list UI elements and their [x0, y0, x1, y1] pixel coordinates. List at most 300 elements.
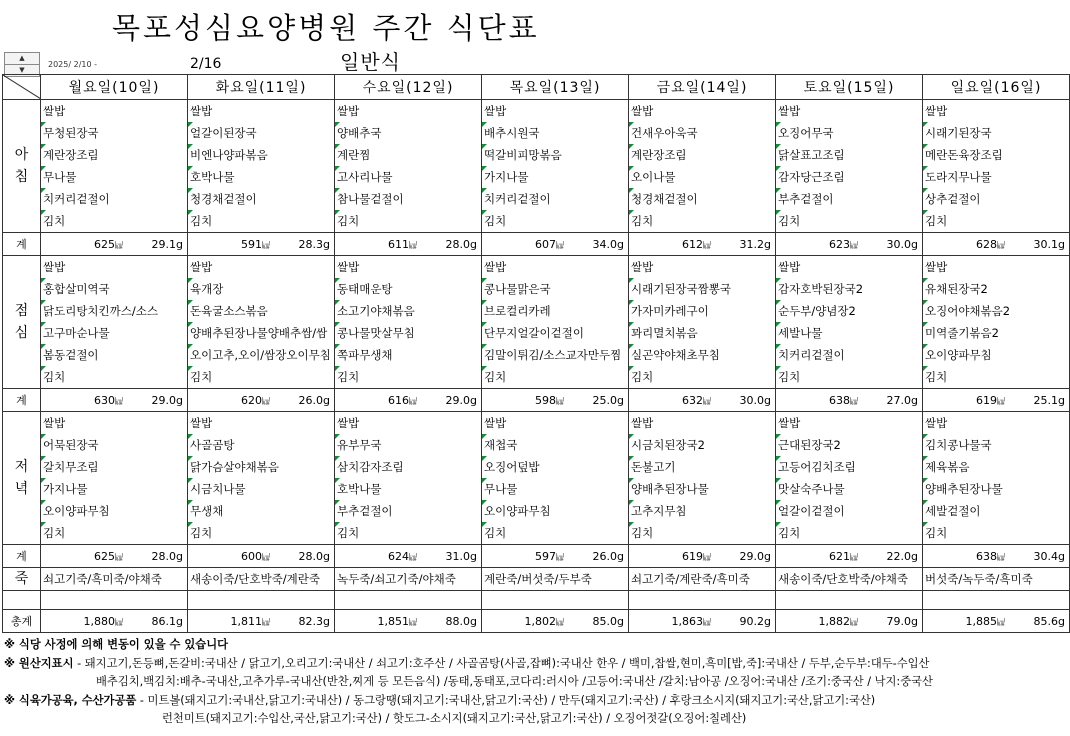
- spacer-cell: [335, 591, 482, 610]
- menu-item: 쌀밥: [778, 416, 801, 430]
- spacer-cell: [3, 591, 41, 610]
- dinner-sum-row: [3, 545, 1070, 568]
- dinner-sum-cell: [335, 545, 482, 568]
- total-label: 총계: [3, 610, 41, 633]
- kcal-unit: ㎉: [409, 552, 417, 562]
- menu-item: 브로컬리카레: [482, 300, 628, 322]
- menu-item: 얼갈이된장국: [188, 122, 334, 144]
- menu-item: 쌀밥: [631, 416, 654, 430]
- menu-item: 김치: [335, 210, 481, 232]
- porridge-label: 죽: [3, 568, 41, 591]
- kcal-unit: ㎉: [115, 396, 123, 406]
- porridge-row: [3, 568, 1070, 591]
- menu-item: 계란장조림: [629, 144, 775, 166]
- spacer-cell: [776, 591, 923, 610]
- menu-item: 쌀밥: [190, 416, 213, 430]
- menu-item: 김치: [482, 210, 628, 232]
- breakfast-cell: [776, 100, 923, 233]
- porridge-cell: 버섯죽/녹두죽/흑미죽: [923, 568, 1070, 591]
- date-end-text: 2/16: [190, 56, 222, 72]
- kcal-unit: ㎉: [556, 552, 564, 562]
- kcal-unit: ㎉: [262, 552, 270, 562]
- kcal-unit: ㎉: [409, 396, 417, 406]
- notes-section: [4, 636, 933, 729]
- protein-value: 25.1g: [1033, 393, 1065, 407]
- kcal-value: 611㎉: [388, 237, 417, 251]
- menu-item: 유채된장국2: [923, 278, 1069, 300]
- protein-value: 28.0g: [445, 237, 477, 251]
- menu-item: 김치: [776, 366, 922, 388]
- spacer-row: [3, 591, 1070, 610]
- lunch-sum-cell: [482, 389, 629, 412]
- kcal-unit: ㎉: [262, 617, 270, 627]
- porridge-cell: 녹두죽/쇠고기죽/야채죽: [335, 568, 482, 591]
- breakfast-cell: [482, 100, 629, 233]
- total-cell: [629, 610, 776, 633]
- dinner-cell: [41, 412, 188, 545]
- menu-item: 시금치나물: [188, 478, 334, 500]
- menu-item: 봄동겉절이: [41, 344, 187, 366]
- menu-item: 김치: [923, 210, 1069, 232]
- lunch-row: [3, 256, 1070, 389]
- menu-item: 비엔나양파볶음: [188, 144, 334, 166]
- lunch-cell: [188, 256, 335, 389]
- menu-item: 계란찜: [335, 144, 481, 166]
- page-title: 목포성심요양병원 주간 식단표: [112, 11, 540, 45]
- menu-item: 김치: [629, 522, 775, 544]
- breakfast-sum-cell: [188, 233, 335, 256]
- day-header: 금요일(14일): [629, 75, 776, 100]
- menu-item: 쌀밥: [337, 416, 360, 430]
- menu-item: 건새우아욱국: [629, 122, 775, 144]
- menu-item: 오이양파무침: [41, 500, 187, 522]
- lunch-sum-label: 계: [3, 389, 41, 412]
- day-header: 월요일(10일): [41, 75, 188, 100]
- breakfast-sum-row: [3, 233, 1070, 256]
- lunch-cell: [41, 256, 188, 389]
- menu-item: 양배추된장나물양배추쌈/쌈: [188, 322, 334, 344]
- menu-item: 쌀밥: [484, 104, 507, 118]
- porridge-cell: 새송이죽/단호박죽/야채죽: [776, 568, 923, 591]
- protein-value: 29.0g: [445, 393, 477, 407]
- kcal-value: 600㎉: [241, 549, 270, 563]
- menu-item: 호박나물: [335, 478, 481, 500]
- menu-item: 쌀밥: [631, 104, 654, 118]
- menu-item: 쌀밥: [631, 260, 654, 274]
- lunch-sum-cell: [629, 389, 776, 412]
- protein-value: 27.0g: [886, 393, 918, 407]
- total-cell: [482, 610, 629, 633]
- menu-item: 재첩국: [482, 434, 628, 456]
- protein-value: 85.0g: [592, 614, 624, 628]
- protein-value: 26.0g: [298, 393, 330, 407]
- total-cell: [335, 610, 482, 633]
- breakfast-cell: [188, 100, 335, 233]
- kcal-value: 619㎉: [976, 393, 1005, 407]
- menu-item: 상추겉절이: [923, 188, 1069, 210]
- kcal-value: 638㎉: [829, 393, 858, 407]
- protein-value: 30.4g: [1033, 549, 1065, 563]
- kcal-value: 621㎉: [829, 549, 858, 563]
- dinner-cell: [482, 412, 629, 545]
- day-header: 토요일(15일): [776, 75, 923, 100]
- menu-item: 무나물: [41, 166, 187, 188]
- protein-value: 79.0g: [886, 614, 918, 628]
- menu-item: 김치: [923, 366, 1069, 388]
- menu-item: 도라지무나물: [923, 166, 1069, 188]
- menu-item: 고등어김치조림: [776, 456, 922, 478]
- menu-item: 쌀밥: [925, 260, 948, 274]
- dinner-cell: [188, 412, 335, 545]
- day-header-row: [3, 75, 1070, 100]
- kcal-value: 612㎉: [682, 237, 711, 251]
- menu-item: 쪽파무생채: [335, 344, 481, 366]
- kcal-unit: ㎉: [703, 240, 711, 250]
- menu-item: 가지나물: [482, 166, 628, 188]
- menu-item: 부추겉절이: [776, 188, 922, 210]
- kcal-value: 623㎉: [829, 237, 858, 251]
- lunch-sum-cell: [335, 389, 482, 412]
- kcal-unit: ㎉: [262, 240, 270, 250]
- menu-item: 김치: [629, 366, 775, 388]
- menu-item: 닭도리탕치킨까스/소스: [41, 300, 187, 322]
- kcal-unit: ㎉: [850, 617, 858, 627]
- kcal-value: 625㎉: [94, 549, 123, 563]
- spin-down-button[interactable]: ▼: [4, 64, 40, 77]
- menu-item: 세발나물: [776, 322, 922, 344]
- kcal-value: 607㎉: [535, 237, 564, 251]
- lunch-cell: [629, 256, 776, 389]
- day-header: 수요일(12일): [335, 75, 482, 100]
- kcal-unit: ㎉: [115, 552, 123, 562]
- dinner-sum-cell: [629, 545, 776, 568]
- menu-item: 가자미카레구이: [629, 300, 775, 322]
- menu-item: 쌀밥: [337, 260, 360, 274]
- total-cell: [923, 610, 1070, 633]
- lunch-sum-row: [3, 389, 1070, 412]
- menu-item: 동태매운탕: [335, 278, 481, 300]
- lunch-sum-cell: [923, 389, 1070, 412]
- breakfast-cell: [923, 100, 1070, 233]
- origin-label: ※ 원산지표시: [4, 656, 74, 670]
- kcal-value: 619㎉: [682, 549, 711, 563]
- breakfast-sum-label: 계: [3, 233, 41, 256]
- menu-item: 미역줄기볶음2: [923, 322, 1069, 344]
- day-header: 일요일(16일): [923, 75, 1070, 100]
- menu-item: 콩나물맑은국: [482, 278, 628, 300]
- kcal-value: 630㎉: [94, 393, 123, 407]
- protein-value: 26.0g: [592, 549, 624, 563]
- menu-item: 청경채겉절이: [188, 188, 334, 210]
- kcal-value: 616㎉: [388, 393, 417, 407]
- protein-value: 86.1g: [151, 614, 183, 628]
- menu-item: 육개장: [188, 278, 334, 300]
- menu-item: 소고기야채볶음: [335, 300, 481, 322]
- menu-item: 양배추된장나물: [923, 478, 1069, 500]
- menu-item: 떡갈비피망볶음: [482, 144, 628, 166]
- date-range-field[interactable]: 2025/ 2/10 -: [48, 60, 97, 69]
- notice-text: ※ 식당 사정에 의해 변동이 있을 수 있습니다: [4, 638, 229, 651]
- menu-item: 참나물겉절이: [335, 188, 481, 210]
- breakfast-cell: [335, 100, 482, 233]
- menu-item: 쌀밥: [43, 104, 66, 118]
- menu-item: 쌀밥: [778, 104, 801, 118]
- spacer-cell: [188, 591, 335, 610]
- menu-item: 양배추된장나물: [629, 478, 775, 500]
- protein-value: 34.0g: [592, 237, 624, 251]
- menu-item: 고사리나물: [335, 166, 481, 188]
- kcal-value: 638㎉: [976, 549, 1005, 563]
- kcal-value: 1,885㎉: [965, 614, 1005, 628]
- menu-item: 김치콩나물국: [923, 434, 1069, 456]
- kcal-unit: ㎉: [850, 552, 858, 562]
- porridge-cell: 쇠고기죽/계란죽/흑미죽: [629, 568, 776, 591]
- spacer-cell: [629, 591, 776, 610]
- kcal-value: 591㎉: [241, 237, 270, 251]
- protein-value: 30.0g: [886, 237, 918, 251]
- menu-item: 쌀밥: [337, 104, 360, 118]
- menu-item: 계란장조림: [41, 144, 187, 166]
- breakfast-cell: [629, 100, 776, 233]
- kcal-value: 624㎉: [388, 549, 417, 563]
- protein-value: 90.2g: [739, 614, 771, 628]
- menu-item: 삼치감자조림: [335, 456, 481, 478]
- total-row: [3, 610, 1070, 633]
- menu-item: 시래기된장국: [923, 122, 1069, 144]
- processed-text-1: - 미트볼(돼지고기:국내산,닭고기:국내산) / 동그랑땡(돼지고기:국내산,닭고기:국산) / 만두(돼지고기:국산) / 후랑크소시지(돼지고기:국산,닭고기:국산): [136, 693, 876, 707]
- menu-item: 메란돈육장조림: [923, 144, 1069, 166]
- total-cell: [188, 610, 335, 633]
- menu-item: 고구마순나물: [41, 322, 187, 344]
- menu-item: 쌀밥: [484, 260, 507, 274]
- kcal-value: 597㎉: [535, 549, 564, 563]
- kcal-unit: ㎉: [703, 552, 711, 562]
- menu-item: 쌀밥: [43, 260, 66, 274]
- menu-item: 시래기된장국짬뽕국: [629, 278, 775, 300]
- menu-item: 닭살표고조림: [776, 144, 922, 166]
- kcal-unit: ㎉: [850, 240, 858, 250]
- protein-value: 85.6g: [1033, 614, 1065, 628]
- kcal-value: 1,863㎉: [671, 614, 711, 628]
- menu-item: 쌀밥: [190, 260, 213, 274]
- protein-value: 28.0g: [151, 549, 183, 563]
- menu-item: 쌀밥: [925, 104, 948, 118]
- dinner-cell: [629, 412, 776, 545]
- menu-item: 실곤약야채초무침: [629, 344, 775, 366]
- kcal-unit: ㎉: [997, 617, 1005, 627]
- menu-item: 김치: [41, 522, 187, 544]
- kcal-unit: ㎉: [556, 240, 564, 250]
- kcal-value: 1,880㎉: [83, 614, 123, 628]
- dinner-sum-label: 계: [3, 545, 41, 568]
- dinner-row: [3, 412, 1070, 545]
- menu-item: 쌀밥: [43, 416, 66, 430]
- kcal-unit: ㎉: [115, 617, 123, 627]
- porridge-cell: 쇠고기죽/흑미죽/야채죽: [41, 568, 188, 591]
- menu-item: 무생채: [188, 500, 334, 522]
- menu-item: 사골곰탕: [188, 434, 334, 456]
- total-cell: [776, 610, 923, 633]
- breakfast-row: [3, 100, 1070, 233]
- total-cell: [41, 610, 188, 633]
- protein-value: 31.2g: [739, 237, 771, 251]
- menu-item: 치커리겉절이: [776, 344, 922, 366]
- dinner-label: 저 녁: [3, 412, 41, 545]
- kcal-value: 1,882㎉: [818, 614, 858, 628]
- menu-item: 단무지얼갈이겉절이: [482, 322, 628, 344]
- menu-item: 김치: [482, 522, 628, 544]
- dinner-sum-cell: [482, 545, 629, 568]
- menu-item: 배추시원국: [482, 122, 628, 144]
- menu-item: 김치: [41, 366, 187, 388]
- lunch-sum-cell: [776, 389, 923, 412]
- corner-cell: [3, 75, 41, 100]
- kcal-unit: ㎉: [409, 240, 417, 250]
- kcal-unit: ㎉: [703, 396, 711, 406]
- protein-value: 22.0g: [886, 549, 918, 563]
- breakfast-sum-cell: [629, 233, 776, 256]
- kcal-value: 625㎉: [94, 237, 123, 251]
- dinner-sum-cell: [41, 545, 188, 568]
- menu-item: 김치: [776, 522, 922, 544]
- lunch-cell: [335, 256, 482, 389]
- menu-item: 시금치된장국2: [629, 434, 775, 456]
- dinner-cell: [335, 412, 482, 545]
- spacer-cell: [923, 591, 1070, 610]
- protein-value: 25.0g: [592, 393, 624, 407]
- menu-item: 유부무국: [335, 434, 481, 456]
- protein-value: 82.3g: [298, 614, 330, 628]
- menu-item: 오징어야채볶음2: [923, 300, 1069, 322]
- menu-item: 얼갈이겉절이: [776, 500, 922, 522]
- menu-item: 쌀밥: [778, 260, 801, 274]
- weekly-menu-table: [2, 74, 1070, 633]
- protein-value: 29.0g: [739, 549, 771, 563]
- menu-item: 순두부/양념장2: [776, 300, 922, 322]
- menu-item: 김치: [188, 522, 334, 544]
- menu-item: 김치: [629, 210, 775, 232]
- breakfast-sum-cell: [923, 233, 1070, 256]
- kcal-unit: ㎉: [115, 240, 123, 250]
- menu-item: 콩나물맛살무침: [335, 322, 481, 344]
- breakfast-cell: [41, 100, 188, 233]
- menu-item: 고추지무침: [629, 500, 775, 522]
- kcal-unit: ㎉: [850, 396, 858, 406]
- dinner-sum-cell: [923, 545, 1070, 568]
- kcal-value: 1,851㎉: [377, 614, 417, 628]
- spacer-cell: [41, 591, 188, 610]
- menu-item: 꽈리멸치볶음: [629, 322, 775, 344]
- processed-label: ※ 식육가공육, 수산가공품: [4, 693, 137, 707]
- menu-item: 무청된장국: [41, 122, 187, 144]
- menu-item: 오징어덮밥: [482, 456, 628, 478]
- menu-item: 돈불고기: [629, 456, 775, 478]
- menu-item: 쌀밥: [190, 104, 213, 118]
- kcal-unit: ㎉: [997, 240, 1005, 250]
- kcal-unit: ㎉: [556, 617, 564, 627]
- menu-item: 세발겉절이: [923, 500, 1069, 522]
- menu-item: 감자호박된장국2: [776, 278, 922, 300]
- menu-item: 치커리겉절이: [482, 188, 628, 210]
- menu-item: 오이양파무침: [482, 500, 628, 522]
- lunch-cell: [482, 256, 629, 389]
- menu-item: 김치: [41, 210, 187, 232]
- lunch-cell: [923, 256, 1070, 389]
- breakfast-sum-cell: [776, 233, 923, 256]
- lunch-label: 점 심: [3, 256, 41, 389]
- protein-value: 28.3g: [298, 237, 330, 251]
- menu-type-title: 일반식: [340, 50, 401, 74]
- lunch-sum-cell: [188, 389, 335, 412]
- menu-item: 가지나물: [41, 478, 187, 500]
- menu-item: 제육볶음: [923, 456, 1069, 478]
- menu-item: 갈치무조림: [41, 456, 187, 478]
- protein-value: 30.1g: [1033, 237, 1065, 251]
- kcal-value: 628㎉: [976, 237, 1005, 251]
- kcal-value: 598㎉: [535, 393, 564, 407]
- menu-item: 돈육굴소스볶음: [188, 300, 334, 322]
- menu-item: 김치: [335, 366, 481, 388]
- origin-text-1: - 돼지고기,돈등뼈,돈갈비:국내산 / 닭고기,오리고기:국내산 / 쇠고기:호주산 / 사골곰탕(사골,잡뼈):국내산 한우 / 백미,찹쌀,현미,흑미[밥,죽]:국내산 / 두부,순두부:대두-수입산: [73, 656, 930, 670]
- kcal-unit: ㎉: [997, 396, 1005, 406]
- dinner-sum-cell: [188, 545, 335, 568]
- kcal-unit: ㎉: [409, 617, 417, 627]
- kcal-unit: ㎉: [997, 552, 1005, 562]
- breakfast-sum-cell: [482, 233, 629, 256]
- dinner-cell: [923, 412, 1070, 545]
- menu-item: 어묵된장국: [41, 434, 187, 456]
- protein-value: 29.1g: [151, 237, 183, 251]
- dinner-sum-cell: [776, 545, 923, 568]
- menu-item: 오이고추,오이/쌈장오이무침: [188, 344, 334, 366]
- protein-value: 29.0g: [151, 393, 183, 407]
- breakfast-sum-cell: [41, 233, 188, 256]
- menu-item: 오이나물: [629, 166, 775, 188]
- menu-item: 오이양파무침: [923, 344, 1069, 366]
- menu-item: 부추겉절이: [335, 500, 481, 522]
- breakfast-sum-cell: [335, 233, 482, 256]
- porridge-cell: 계란죽/버섯죽/두부죽: [482, 568, 629, 591]
- menu-item: 치커리겉절이: [41, 188, 187, 210]
- menu-item: 김치: [923, 522, 1069, 544]
- menu-item: 근대된장국2: [776, 434, 922, 456]
- kcal-value: 1,802㎉: [524, 614, 564, 628]
- protein-value: 88.0g: [445, 614, 477, 628]
- kcal-value: 1,811㎉: [230, 614, 270, 628]
- dinner-cell: [776, 412, 923, 545]
- protein-value: 31.0g: [445, 549, 477, 563]
- day-header: 목요일(13일): [482, 75, 629, 100]
- spin-up-button[interactable]: ▲: [4, 52, 40, 65]
- spacer-cell: [482, 591, 629, 610]
- menu-item: 맛살숙주나물: [776, 478, 922, 500]
- menu-item: 김치: [335, 522, 481, 544]
- processed-text-2: 런천미트(돼지고기:수입산,국산,닭고기:국산) / 핫도그-소시지(돼지고기:국산,닭고기:국산) / 오징어젓갈(오징어:칠레산): [162, 712, 747, 725]
- menu-item: 김치: [482, 366, 628, 388]
- menu-item: 닭가슴살야채볶음: [188, 456, 334, 478]
- menu-item: 청경채겉절이: [629, 188, 775, 210]
- lunch-sum-cell: [41, 389, 188, 412]
- menu-item: 김치: [776, 210, 922, 232]
- protein-value: 30.0g: [739, 393, 771, 407]
- menu-item: 오징어무국: [776, 122, 922, 144]
- menu-item: 쌀밥: [925, 416, 948, 430]
- kcal-unit: ㎉: [703, 617, 711, 627]
- menu-item: 양배추국: [335, 122, 481, 144]
- origin-text-2: 배추김치,백김치:배추-국내산,고추가루-국내산(반찬,찌게 등 모든음식) /동태,동태포,코다리:러시아 /고등어:국내산 /갈치:남아공 /오징어:국내산 /조기:중국산 / 낙지:중국산: [96, 675, 933, 688]
- menu-item: 무나물: [482, 478, 628, 500]
- lunch-cell: [776, 256, 923, 389]
